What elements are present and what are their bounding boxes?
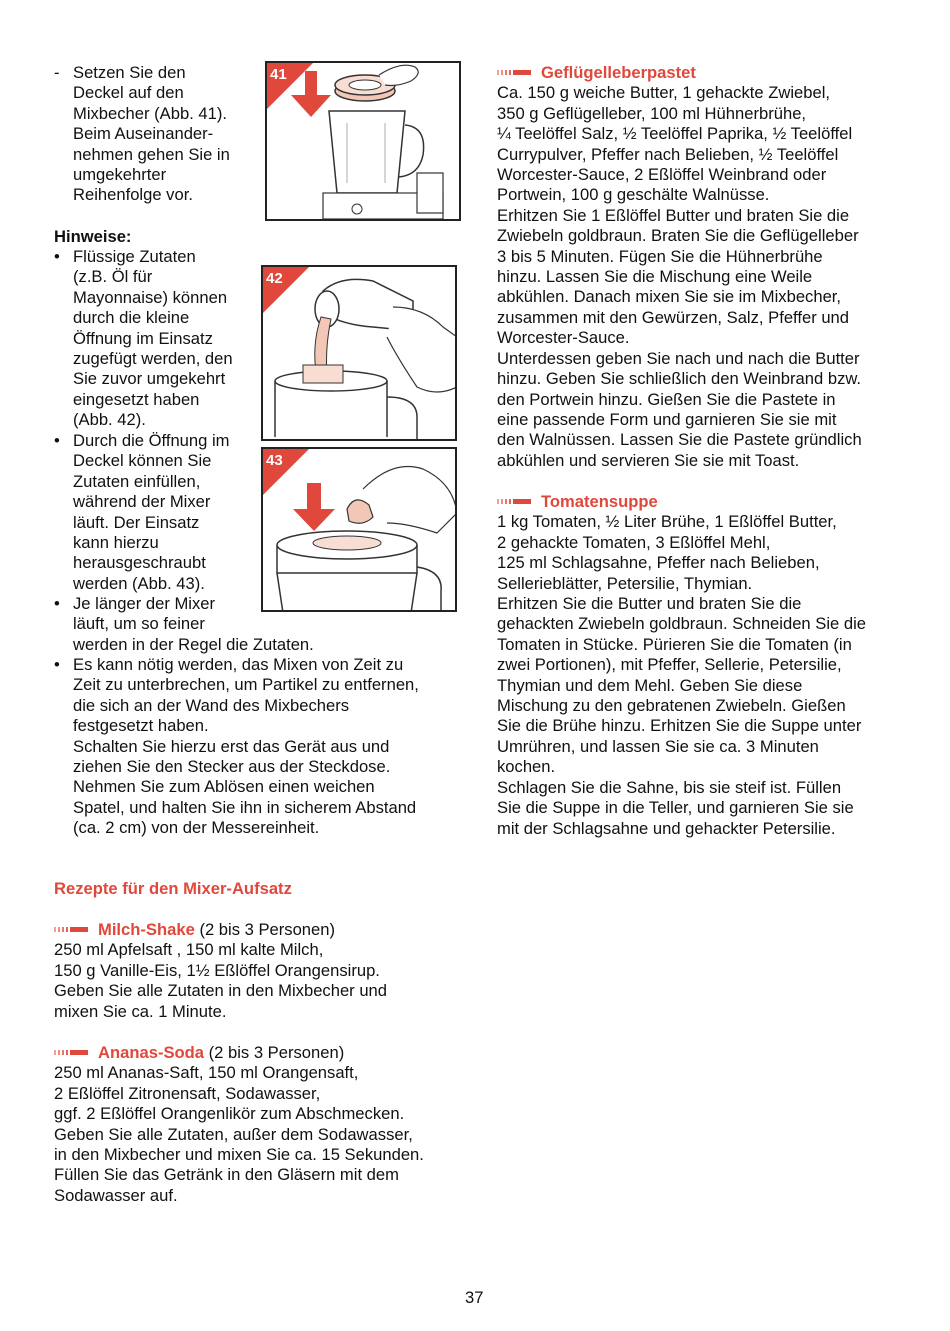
text-line: während der Mixer (73, 492, 211, 512)
recipe-title: Tomatensuppe (541, 492, 658, 511)
pastete-title-line (497, 63, 862, 83)
text-line: Schalten Sie hierzu erst das Gerät aus und (73, 736, 390, 756)
text-line: Erhitzen Sie die Butter und braten Sie die (497, 594, 802, 614)
page-number: 37 (465, 1288, 484, 1307)
text-line: Deckel auf den (73, 83, 184, 103)
bullet: • (54, 247, 60, 266)
text-line: abkühlen. Danach mixen Sie sie im Mixbecher, (497, 287, 842, 307)
text-line: Zwiebeln goldbraun. Braten Sie die Geflügelleber (497, 226, 859, 246)
figure-43 (261, 447, 457, 612)
text-line: zusammen mit den Gewürzen, Salz, Pfeffer und (497, 307, 850, 327)
hint-item (54, 655, 419, 839)
recipe-persons: (2 bis 3 Personen) (204, 1043, 345, 1062)
text-line: Schlagen Sie die Sahne, bis sie steif ist. Füllen (497, 777, 842, 797)
milkshake-title-line (54, 920, 387, 940)
text-line: 1 kg Tomaten, ½ Liter Brühe, 1 Eßlöffel Butter, (497, 512, 837, 532)
hint-lines (73, 655, 419, 839)
text-line: zwei Portionen), mit Pfeffer, Sellerie, Petersilie, (497, 655, 842, 675)
text-line: läuft. Der Einsatz (73, 512, 200, 532)
text-line: (ca. 2 cm) von der Messereinheit. (73, 818, 320, 838)
text-line: eingesetzt haben (73, 389, 200, 409)
text-line: Worcester-Sauce, 2 Eßlöffel Weinbrand oder (497, 165, 827, 185)
recipe-lines (54, 1063, 424, 1206)
text-line: Beim Auseinander- (73, 124, 214, 144)
figure-number: 42 (266, 270, 283, 287)
recipe-lines (497, 83, 862, 471)
text-line: Setzen Sie den (73, 63, 186, 82)
text-line: Geben Sie alle Zutaten in den Mixbecher und (54, 981, 388, 1001)
text-line: Umrühren, und lassen Sie sie ca. 3 Minuten (497, 736, 819, 756)
text-line: Currypulver, Pfeffer nach Belieben, ½ Teelöffel (497, 144, 839, 164)
text-line: Thymian und dem Mehl. Geben Sie diese (497, 675, 803, 695)
text-line: hinzu. Geben Sie schließlich den Weinbrand bzw. (497, 369, 862, 389)
red-marker-icon (497, 70, 531, 75)
text-line: Erhitzen Sie 1 Eßlöffel Butter und braten Sie die (497, 205, 850, 225)
text-line: Mayonnaise) können (73, 287, 228, 307)
text-line: mit der Schlagsahne und gehackter Petersilie. (497, 818, 836, 838)
text-line: Sodawasser auf. (54, 1185, 178, 1205)
text-line: Reihenfolge vor. (73, 185, 193, 205)
text-line: zugefügt werden, den (73, 349, 233, 369)
text-line: Öffnung im Einsatz (73, 328, 213, 348)
text-line: durch die kleine (73, 308, 190, 328)
text-line: läuft, um so feiner (73, 614, 205, 634)
hint-item (54, 431, 230, 594)
text-line: kochen. (497, 757, 556, 777)
text-line: 2 Eßlöffel Zitronensaft, Sodawasser, (54, 1083, 321, 1103)
text-line: eine passende Form und garnieren Sie sie mit (497, 409, 837, 429)
text-line: Je länger der Mixer (73, 594, 216, 613)
text-line: Sie die Brühe hinzu. Erhitzen Sie die Suppe unter (497, 716, 862, 736)
text-line: Durch die Öffnung im (73, 431, 230, 450)
text-line: gehackten Zwiebeln goldbraun. Schneiden Sie die (497, 614, 867, 634)
text-line: 3 bis 5 Minuten. Fügen Sie die Hühnerbrühe (497, 246, 823, 266)
text-line: Sellerieblätter, Petersilie, Thymian. (497, 573, 753, 593)
figure-number: 43 (266, 452, 283, 469)
bullet: • (54, 431, 60, 450)
intro-lines (73, 63, 230, 206)
figure-42 (261, 265, 457, 441)
text-line: Tomaten in Stücke. Pürieren Sie die Tomaten (in (497, 634, 852, 654)
red-marker-icon (497, 499, 531, 504)
text-line: festgesetzt haben. (73, 716, 209, 736)
text-line: herausgeschraubt (73, 553, 206, 573)
text-line: Spatel, und halten Sie ihn in sicherem Abstand (73, 797, 417, 817)
text-line: abkühlen und servieren Sie sie mit Toast. (497, 450, 800, 470)
text-line: 2 gehackte Tomaten, 3 Eßlöffel Mehl, (497, 532, 771, 552)
recipe-persons: (2 bis 3 Personen) (194, 920, 336, 939)
pastete-recipe (497, 63, 862, 471)
recipe-title: Milch-Shake (98, 920, 195, 939)
text-line: werden in der Regel die Zutaten. (73, 634, 314, 654)
text-line: Unterdessen geben Sie nach und nach die Butter (497, 348, 860, 368)
red-marker-icon (54, 927, 88, 932)
text-line: Ca. 150 g weiche Butter, 1 gehackte Zwiebel, (497, 83, 830, 103)
text-line: 250 ml Apfelsaft , 150 ml kalte Milch, (54, 940, 324, 960)
tomatensuppe-title-line (497, 492, 866, 512)
recipe-title: Ananas-Soda (98, 1043, 205, 1062)
red-marker-icon (54, 1050, 88, 1055)
recipe-lines (497, 512, 866, 839)
text-line: Deckel können Sie (73, 451, 212, 471)
text-line: Portwein, 100 g geschälte Walnüsse. (497, 185, 770, 205)
text-line: (Abb. 42). (73, 410, 146, 430)
intro-paragraph (54, 63, 230, 206)
text-line: 125 ml Schlagsahne, Pfeffer nach Belieben, (497, 553, 820, 573)
bullet: • (54, 655, 60, 674)
text-line: ggf. 2 Eßlöffel Orangenlikör zum Abschmecken. (54, 1104, 405, 1124)
text-line: hinzu. Lassen Sie die Mischung eine Weile (497, 267, 813, 287)
text-line: Mischung zu den gebratenen Zwiebeln. Gießen (497, 696, 846, 716)
recipe-lines (54, 940, 387, 1022)
ananas-title-line (54, 1043, 424, 1063)
figure-number: 41 (270, 66, 287, 83)
ananas-recipe (54, 1043, 424, 1206)
text-line: nehmen gehen Sie in (73, 144, 230, 164)
text-line: in den Mixbecher und mixen Sie ca. 15 Sekunden. (54, 1145, 424, 1165)
text-line: 350 g Geflügelleber, 100 ml Hühnerbrühe, (497, 103, 807, 123)
milkshake-recipe (54, 920, 387, 1022)
text-line: Zeit zu unterbrechen, um Partikel zu entfernen, (73, 675, 419, 695)
text-line: ziehen Sie den Stecker aus der Steckdose. (73, 757, 391, 777)
intro-dash: - (54, 63, 60, 82)
text-line: Sie zuvor umgekehrt (73, 369, 226, 389)
text-line: umgekehrter (73, 165, 167, 185)
bullet: • (54, 594, 60, 613)
text-line: kann hierzu (73, 533, 159, 553)
text-line: 150 g Vanille-Eis, 1½ Eßlöffel Orangensirup. (54, 960, 380, 980)
text-line: den Portwein hinzu. Gießen Sie die Pastete in (497, 389, 836, 409)
text-line: Worcester-Sauce. (497, 328, 630, 348)
text-line: Sie die Suppe in die Teller, und garnieren Sie sie (497, 798, 854, 818)
hint-lines (73, 247, 233, 431)
text-line: 250 ml Ananas-Saft, 150 ml Orangensaft, (54, 1063, 359, 1083)
recipes-heading: Rezepte für den Mixer-Aufsatz (54, 879, 292, 898)
recipe-title: Geflügelleberpastet (541, 63, 696, 82)
tomatensuppe-recipe (497, 492, 866, 839)
text-line: ¼ Teelöffel Salz, ½ Teelöffel Paprika, ½ Teelöffel (497, 124, 853, 144)
text-line: Nehmen Sie zum Ablösen einen weichen (73, 777, 375, 797)
text-line: (z.B. Öl für (73, 267, 153, 287)
text-line: Füllen Sie das Getränk in den Gläsern mit dem (54, 1165, 399, 1185)
text-line: die sich an der Wand des Mixbechers (73, 695, 350, 715)
text-line: Es kann nötig werden, das Mixen von Zeit zu (73, 655, 404, 674)
hint-item (54, 247, 233, 431)
text-line: werden (Abb. 43). (73, 573, 205, 593)
text-line: Geben Sie alle Zutaten, außer dem Sodawasser, (54, 1124, 413, 1144)
text-line: Zutaten einfüllen, (73, 471, 201, 491)
hints-title: Hinweise: (54, 227, 132, 246)
text-line: mixen Sie ca. 1 Minute. (54, 1001, 227, 1021)
text-line: Mixbecher (Abb. 41). (73, 103, 228, 123)
figure-41 (265, 61, 461, 221)
text-line: Flüssige Zutaten (73, 247, 196, 266)
text-line: den Walnüssen. Lassen Sie die Pastete gründlich (497, 430, 862, 450)
hint-lines (73, 431, 230, 594)
